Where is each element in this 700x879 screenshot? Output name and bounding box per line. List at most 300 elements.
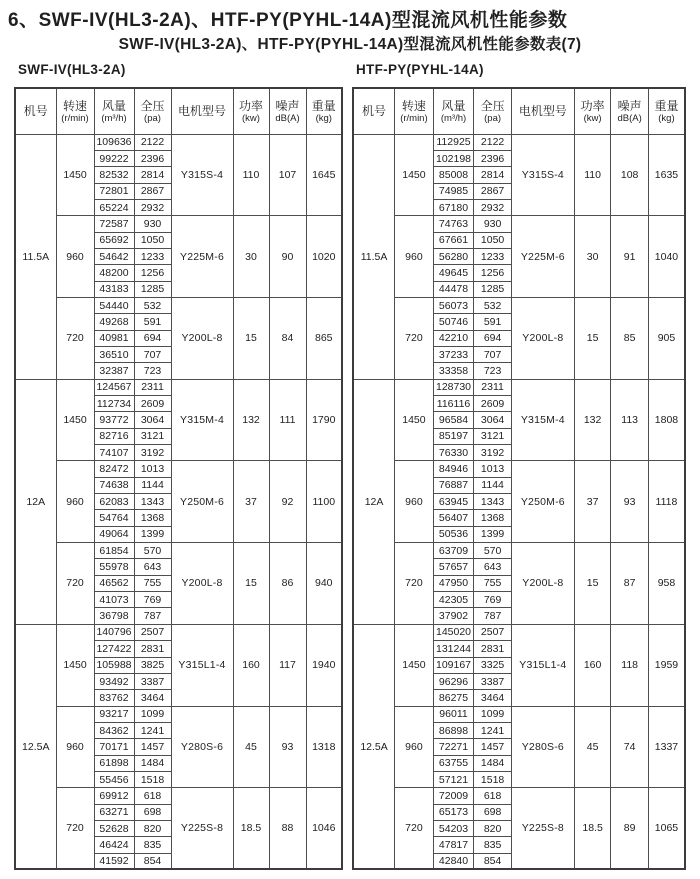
flow-cell: 93772 bbox=[94, 412, 134, 428]
power-cell: 30 bbox=[574, 216, 611, 298]
speed-cell: 1450 bbox=[56, 379, 94, 461]
speed-cell: 1450 bbox=[56, 624, 94, 706]
noise-cell: 85 bbox=[611, 297, 649, 379]
col-header-unit: (pa) bbox=[484, 112, 502, 124]
weight-cell: 1808 bbox=[648, 379, 685, 461]
noise-cell: 107 bbox=[269, 134, 306, 216]
flow-cell: 76887 bbox=[433, 477, 474, 493]
flow-cell: 47950 bbox=[433, 575, 474, 591]
flow-cell: 102198 bbox=[433, 150, 474, 166]
fan-performance-table-htf bbox=[352, 87, 686, 870]
power-cell: 18.5 bbox=[233, 788, 269, 870]
flow-cell: 56073 bbox=[433, 297, 474, 313]
motor-cell: Y200L-8 bbox=[511, 543, 574, 625]
pressure-cell: 2814 bbox=[134, 167, 171, 183]
pressure-cell: 3387 bbox=[134, 673, 171, 689]
table-row bbox=[353, 788, 685, 804]
flow-cell: 40981 bbox=[94, 330, 134, 346]
model-cell: 12.5A bbox=[353, 624, 395, 869]
pressure-cell: 1343 bbox=[134, 494, 171, 510]
pressure-cell: 2609 bbox=[134, 396, 171, 412]
flow-cell: 86275 bbox=[433, 690, 474, 706]
flow-cell: 74985 bbox=[433, 183, 474, 199]
pressure-cell: 1368 bbox=[474, 510, 512, 526]
noise-cell: 93 bbox=[611, 461, 649, 543]
power-cell: 110 bbox=[574, 134, 611, 216]
pressure-cell: 3464 bbox=[474, 690, 512, 706]
flow-cell: 112925 bbox=[433, 134, 474, 150]
flow-cell: 57657 bbox=[433, 559, 474, 575]
pressure-cell: 698 bbox=[474, 804, 512, 820]
speed-cell: 960 bbox=[56, 461, 94, 543]
weight-cell: 1318 bbox=[306, 706, 342, 788]
flow-cell: 72801 bbox=[94, 183, 134, 199]
pressure-cell: 2814 bbox=[474, 167, 512, 183]
col-header-unit: (kw) bbox=[583, 112, 602, 124]
flow-cell: 84362 bbox=[94, 722, 134, 738]
noise-cell: 84 bbox=[269, 297, 306, 379]
col-header-speed bbox=[395, 88, 434, 134]
flow-cell: 85008 bbox=[433, 167, 474, 183]
pressure-cell: 1256 bbox=[474, 265, 512, 281]
pressure-cell: 570 bbox=[134, 543, 171, 559]
table-row bbox=[15, 788, 342, 804]
flow-cell: 83762 bbox=[94, 690, 134, 706]
pressure-cell: 3325 bbox=[474, 657, 512, 673]
pressure-cell: 835 bbox=[134, 837, 171, 853]
model-cell: 11.5A bbox=[353, 134, 395, 379]
flow-cell: 49268 bbox=[94, 314, 134, 330]
noise-cell: 88 bbox=[269, 788, 306, 870]
pressure-cell: 1457 bbox=[134, 739, 171, 755]
flow-cell: 112734 bbox=[94, 396, 134, 412]
col-header-label: 噪声 bbox=[275, 98, 300, 113]
pressure-cell: 787 bbox=[134, 608, 171, 624]
fan-performance-table-swf bbox=[14, 87, 343, 870]
flow-cell: 54764 bbox=[94, 510, 134, 526]
col-header-noise bbox=[269, 88, 306, 134]
pressure-cell: 3192 bbox=[474, 445, 512, 461]
pressure-cell: 723 bbox=[134, 363, 171, 379]
flow-cell: 61854 bbox=[94, 543, 134, 559]
col-header-label: 风量 bbox=[441, 98, 466, 113]
weight-cell: 905 bbox=[648, 297, 685, 379]
flow-cell: 63709 bbox=[433, 543, 474, 559]
motor-cell: Y200L-8 bbox=[171, 297, 233, 379]
flow-cell: 82532 bbox=[94, 167, 134, 183]
noise-cell: 113 bbox=[611, 379, 649, 461]
flow-cell: 140796 bbox=[94, 624, 134, 640]
noise-cell: 74 bbox=[611, 706, 649, 788]
flow-cell: 42305 bbox=[433, 592, 474, 608]
flow-cell: 49645 bbox=[433, 265, 474, 281]
pressure-cell: 755 bbox=[134, 575, 171, 591]
pressure-cell: 3464 bbox=[134, 690, 171, 706]
table-row bbox=[15, 134, 342, 150]
col-header-label: 风量 bbox=[101, 98, 126, 113]
col-header-model bbox=[353, 88, 395, 134]
pressure-cell: 2396 bbox=[134, 150, 171, 166]
speed-cell: 720 bbox=[56, 543, 94, 625]
col-header-flow bbox=[433, 88, 474, 134]
col-header-label: 重量 bbox=[311, 98, 336, 113]
flow-cell: 67180 bbox=[433, 199, 474, 215]
flow-cell: 63271 bbox=[94, 804, 134, 820]
col-header-unit: (kw) bbox=[242, 112, 260, 124]
weight-cell: 1020 bbox=[306, 216, 342, 298]
col-header-unit: (pa) bbox=[144, 112, 161, 124]
speed-cell: 1450 bbox=[395, 134, 434, 216]
speed-cell: 720 bbox=[395, 543, 434, 625]
flow-cell: 145020 bbox=[433, 624, 474, 640]
flow-cell: 42840 bbox=[433, 853, 474, 869]
col-header-weight bbox=[306, 88, 342, 134]
noise-cell: 89 bbox=[611, 788, 649, 870]
pressure-cell: 3064 bbox=[474, 412, 512, 428]
motor-cell: Y200L-8 bbox=[171, 543, 233, 625]
flow-cell: 50746 bbox=[433, 314, 474, 330]
flow-cell: 65224 bbox=[94, 199, 134, 215]
pressure-cell: 1050 bbox=[474, 232, 512, 248]
power-cell: 45 bbox=[574, 706, 611, 788]
pressure-cell: 2932 bbox=[474, 199, 512, 215]
page-title: 6、SWF-IV(HL3-2A)、HTF-PY(PYHL-14A)型混流风机性能参数 bbox=[8, 10, 568, 31]
weight-cell: 940 bbox=[306, 543, 342, 625]
pressure-cell: 930 bbox=[134, 216, 171, 232]
flow-cell: 131244 bbox=[433, 641, 474, 657]
table-row bbox=[353, 624, 685, 640]
flow-cell: 116116 bbox=[433, 396, 474, 412]
pressure-cell: 1144 bbox=[474, 477, 512, 493]
pressure-cell: 707 bbox=[474, 346, 512, 362]
flow-cell: 72271 bbox=[433, 739, 474, 755]
col-header-power bbox=[233, 88, 269, 134]
motor-cell: Y315M-4 bbox=[171, 379, 233, 461]
col-header-unit: (r/min) bbox=[61, 112, 89, 124]
flow-cell: 54203 bbox=[433, 820, 474, 836]
col-header-label: 全压 bbox=[480, 98, 505, 113]
col-header-unit: (m³/h) bbox=[101, 112, 127, 124]
table-row bbox=[15, 461, 342, 477]
noise-cell: 86 bbox=[269, 543, 306, 625]
pressure-cell: 769 bbox=[474, 592, 512, 608]
weight-cell: 1790 bbox=[306, 379, 342, 461]
flow-cell: 99222 bbox=[94, 150, 134, 166]
flow-cell: 128730 bbox=[433, 379, 474, 395]
pressure-cell: 1484 bbox=[474, 755, 512, 771]
flow-cell: 56407 bbox=[433, 510, 474, 526]
pressure-cell: 1050 bbox=[134, 232, 171, 248]
pressure-cell: 1013 bbox=[474, 461, 512, 477]
pressure-cell: 1233 bbox=[474, 248, 512, 264]
page-subtitle: SWF-IV(HL3-2A)、HTF-PY(PYHL-14A)型混流风机性能参数表(7) bbox=[118, 36, 582, 53]
table-block-swf bbox=[14, 60, 341, 870]
col-header-label: 转速 bbox=[62, 98, 87, 113]
noise-cell: 118 bbox=[611, 624, 649, 706]
speed-cell: 720 bbox=[395, 788, 434, 870]
speed-cell: 1450 bbox=[395, 379, 434, 461]
power-cell: 30 bbox=[233, 216, 269, 298]
pressure-cell: 930 bbox=[474, 216, 512, 232]
col-header-label: 电机型号 bbox=[177, 104, 226, 119]
motor-cell: Y315L1-4 bbox=[511, 624, 574, 706]
flow-cell: 48200 bbox=[94, 265, 134, 281]
pressure-cell: 1285 bbox=[134, 281, 171, 297]
motor-cell: Y225S-8 bbox=[171, 788, 233, 870]
power-cell: 15 bbox=[233, 297, 269, 379]
speed-cell: 960 bbox=[395, 216, 434, 298]
flow-cell: 47817 bbox=[433, 837, 474, 853]
power-cell: 45 bbox=[233, 706, 269, 788]
weight-cell: 1118 bbox=[648, 461, 685, 543]
pressure-cell: 2122 bbox=[474, 134, 512, 150]
power-cell: 15 bbox=[233, 543, 269, 625]
flow-cell: 109167 bbox=[433, 657, 474, 673]
table-row bbox=[353, 461, 685, 477]
power-cell: 132 bbox=[233, 379, 269, 461]
flow-cell: 54440 bbox=[94, 297, 134, 313]
flow-cell: 105988 bbox=[94, 657, 134, 673]
pressure-cell: 3064 bbox=[134, 412, 171, 428]
table-row bbox=[353, 216, 685, 232]
noise-cell: 91 bbox=[611, 216, 649, 298]
pressure-cell: 2867 bbox=[474, 183, 512, 199]
col-header-pressure bbox=[474, 88, 512, 134]
table-row bbox=[353, 134, 685, 150]
col-header-label: 转速 bbox=[401, 98, 426, 113]
pressure-cell: 1285 bbox=[474, 281, 512, 297]
flow-cell: 76330 bbox=[433, 445, 474, 461]
table-row bbox=[15, 216, 342, 232]
speed-cell: 720 bbox=[395, 297, 434, 379]
pressure-cell: 1368 bbox=[134, 510, 171, 526]
flow-cell: 84946 bbox=[433, 461, 474, 477]
weight-cell: 1100 bbox=[306, 461, 342, 543]
speed-cell: 960 bbox=[395, 706, 434, 788]
pressure-cell: 1457 bbox=[474, 739, 512, 755]
pressure-cell: 1013 bbox=[134, 461, 171, 477]
table-row bbox=[353, 706, 685, 722]
col-header-weight bbox=[648, 88, 685, 134]
flow-cell: 72009 bbox=[433, 788, 474, 804]
pressure-cell: 1099 bbox=[474, 706, 512, 722]
table-row bbox=[15, 624, 342, 640]
power-cell: 15 bbox=[574, 297, 611, 379]
pressure-cell: 1233 bbox=[134, 248, 171, 264]
pressure-cell: 618 bbox=[134, 788, 171, 804]
weight-cell: 865 bbox=[306, 297, 342, 379]
col-header-label: 全压 bbox=[140, 98, 165, 113]
flow-cell: 82716 bbox=[94, 428, 134, 444]
pressure-cell: 2507 bbox=[474, 624, 512, 640]
pressure-cell: 643 bbox=[134, 559, 171, 575]
flow-cell: 50536 bbox=[433, 526, 474, 542]
pressure-cell: 2396 bbox=[474, 150, 512, 166]
flow-cell: 55456 bbox=[94, 771, 134, 787]
table-label-htf: HTF-PY(PYHL-14A) bbox=[356, 62, 484, 77]
noise-cell: 90 bbox=[269, 216, 306, 298]
model-cell: 12.5A bbox=[15, 624, 56, 869]
table-row bbox=[353, 297, 685, 313]
noise-cell: 108 bbox=[611, 134, 649, 216]
weight-cell: 1940 bbox=[306, 624, 342, 706]
pressure-cell: 2122 bbox=[134, 134, 171, 150]
motor-cell: Y280S-6 bbox=[511, 706, 574, 788]
pressure-cell: 2932 bbox=[134, 199, 171, 215]
speed-cell: 1450 bbox=[56, 134, 94, 216]
pressure-cell: 3825 bbox=[134, 657, 171, 673]
flow-cell: 63755 bbox=[433, 755, 474, 771]
flow-cell: 124567 bbox=[94, 379, 134, 395]
speed-cell: 960 bbox=[56, 706, 94, 788]
pressure-cell: 694 bbox=[474, 330, 512, 346]
model-cell: 12A bbox=[15, 379, 56, 624]
col-header-label: 重量 bbox=[654, 98, 679, 113]
pressure-cell: 755 bbox=[474, 575, 512, 591]
table-label-swf: SWF-IV(HL3-2A) bbox=[18, 62, 126, 77]
pressure-cell: 1241 bbox=[474, 722, 512, 738]
weight-cell: 1046 bbox=[306, 788, 342, 870]
pressure-cell: 1241 bbox=[134, 722, 171, 738]
pressure-cell: 2507 bbox=[134, 624, 171, 640]
flow-cell: 74107 bbox=[94, 445, 134, 461]
flow-cell: 37902 bbox=[433, 608, 474, 624]
flow-cell: 86898 bbox=[433, 722, 474, 738]
flow-cell: 41592 bbox=[94, 853, 134, 869]
table-row bbox=[15, 379, 342, 395]
flow-cell: 33358 bbox=[433, 363, 474, 379]
motor-cell: Y280S-6 bbox=[171, 706, 233, 788]
pressure-cell: 3121 bbox=[474, 428, 512, 444]
motor-cell: Y225S-8 bbox=[511, 788, 574, 870]
col-header-unit: (kg) bbox=[658, 112, 675, 124]
flow-cell: 49064 bbox=[94, 526, 134, 542]
flow-cell: 57121 bbox=[433, 771, 474, 787]
power-cell: 18.5 bbox=[574, 788, 611, 870]
flow-cell: 109636 bbox=[94, 134, 134, 150]
pressure-cell: 1484 bbox=[134, 755, 171, 771]
power-cell: 110 bbox=[233, 134, 269, 216]
flow-cell: 70171 bbox=[94, 739, 134, 755]
weight-cell: 1065 bbox=[648, 788, 685, 870]
power-cell: 15 bbox=[574, 543, 611, 625]
pressure-cell: 2831 bbox=[474, 641, 512, 657]
pressure-cell: 1256 bbox=[134, 265, 171, 281]
flow-cell: 52628 bbox=[94, 820, 134, 836]
col-header-pressure bbox=[134, 88, 171, 134]
power-cell: 160 bbox=[574, 624, 611, 706]
pressure-cell: 2867 bbox=[134, 183, 171, 199]
flow-cell: 72587 bbox=[94, 216, 134, 232]
pressure-cell: 618 bbox=[474, 788, 512, 804]
pressure-cell: 3121 bbox=[134, 428, 171, 444]
col-header-motor bbox=[171, 88, 233, 134]
flow-cell: 127422 bbox=[94, 641, 134, 657]
flow-cell: 63945 bbox=[433, 494, 474, 510]
power-cell: 160 bbox=[233, 624, 269, 706]
noise-cell: 117 bbox=[269, 624, 306, 706]
col-header-motor bbox=[511, 88, 574, 134]
pressure-cell: 707 bbox=[134, 346, 171, 362]
table-row bbox=[15, 297, 342, 313]
speed-cell: 720 bbox=[56, 788, 94, 870]
col-header-unit: (kg) bbox=[315, 112, 332, 124]
flow-cell: 56280 bbox=[433, 248, 474, 264]
speed-cell: 720 bbox=[56, 297, 94, 379]
pressure-cell: 698 bbox=[134, 804, 171, 820]
pressure-cell: 591 bbox=[134, 314, 171, 330]
motor-cell: Y315L1-4 bbox=[171, 624, 233, 706]
pressure-cell: 835 bbox=[474, 837, 512, 853]
flow-cell: 69912 bbox=[94, 788, 134, 804]
flow-cell: 44478 bbox=[433, 281, 474, 297]
pressure-cell: 532 bbox=[134, 297, 171, 313]
pressure-cell: 820 bbox=[134, 820, 171, 836]
table-block-htf bbox=[352, 60, 686, 870]
weight-cell: 1337 bbox=[648, 706, 685, 788]
motor-cell: Y250M-6 bbox=[511, 461, 574, 543]
flow-cell: 93492 bbox=[94, 673, 134, 689]
flow-cell: 74638 bbox=[94, 477, 134, 493]
pressure-cell: 854 bbox=[474, 853, 512, 869]
flow-cell: 37233 bbox=[433, 346, 474, 362]
col-header-label: 功率 bbox=[580, 98, 605, 113]
pressure-cell: 1399 bbox=[474, 526, 512, 542]
pressure-cell: 532 bbox=[474, 297, 512, 313]
motor-cell: Y250M-6 bbox=[171, 461, 233, 543]
pressure-cell: 591 bbox=[474, 314, 512, 330]
pressure-cell: 1518 bbox=[474, 771, 512, 787]
motor-cell: Y225M-6 bbox=[511, 216, 574, 298]
col-header-label: 电机型号 bbox=[518, 104, 567, 119]
flow-cell: 96584 bbox=[433, 412, 474, 428]
pressure-cell: 1144 bbox=[134, 477, 171, 493]
col-header-label: 机号 bbox=[362, 104, 387, 119]
table-row bbox=[15, 543, 342, 559]
pressure-cell: 1518 bbox=[134, 771, 171, 787]
flow-cell: 74763 bbox=[433, 216, 474, 232]
pressure-cell: 643 bbox=[474, 559, 512, 575]
flow-cell: 32387 bbox=[94, 363, 134, 379]
power-cell: 132 bbox=[574, 379, 611, 461]
pressure-cell: 2311 bbox=[134, 379, 171, 395]
noise-cell: 87 bbox=[611, 543, 649, 625]
power-cell: 37 bbox=[233, 461, 269, 543]
motor-cell: Y200L-8 bbox=[511, 297, 574, 379]
flow-cell: 65692 bbox=[94, 232, 134, 248]
pressure-cell: 1099 bbox=[134, 706, 171, 722]
flow-cell: 61898 bbox=[94, 755, 134, 771]
col-header-unit: dB(A) bbox=[275, 112, 300, 124]
noise-cell: 111 bbox=[269, 379, 306, 461]
flow-cell: 62083 bbox=[94, 494, 134, 510]
table-row bbox=[353, 379, 685, 395]
motor-cell: Y315S-4 bbox=[511, 134, 574, 216]
col-header-unit: (r/min) bbox=[400, 112, 428, 124]
table-row bbox=[15, 706, 342, 722]
pressure-cell: 2831 bbox=[134, 641, 171, 657]
weight-cell: 1645 bbox=[306, 134, 342, 216]
pressure-cell: 694 bbox=[134, 330, 171, 346]
weight-cell: 958 bbox=[648, 543, 685, 625]
flow-cell: 36510 bbox=[94, 346, 134, 362]
speed-cell: 960 bbox=[56, 216, 94, 298]
motor-cell: Y315S-4 bbox=[171, 134, 233, 216]
flow-cell: 93217 bbox=[94, 706, 134, 722]
pressure-cell: 854 bbox=[134, 853, 171, 869]
pressure-cell: 3192 bbox=[134, 445, 171, 461]
pressure-cell: 2609 bbox=[474, 396, 512, 412]
